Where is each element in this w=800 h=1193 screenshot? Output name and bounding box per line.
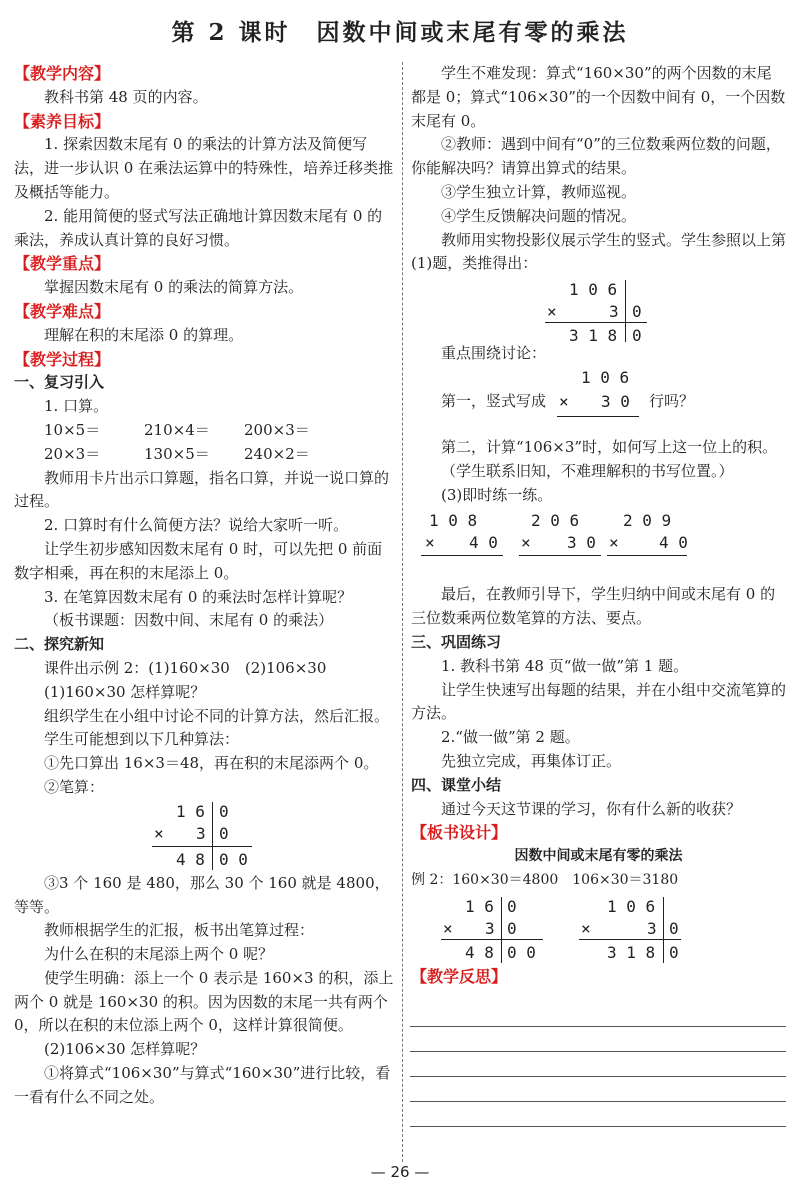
calc-factor: 3 <box>485 918 495 938</box>
vertical-calc-106x30 <box>411 276 786 346</box>
calc-result-zeros: 0 <box>632 326 642 346</box>
calc-factor-zero: 0 <box>669 918 679 938</box>
paragraph: ③学生独立计算，教师巡视。 <box>441 182 637 201</box>
calc-result: 3 1 8 <box>569 326 618 346</box>
calc-factor: 3 <box>609 302 619 322</box>
calc-result-zeros: 0 0 <box>219 849 248 869</box>
calc-rule <box>441 939 543 940</box>
calc-factor: 1 0 8 <box>429 511 478 531</box>
reflection-line <box>410 1051 786 1052</box>
subheading-summary: 四、课堂小结 <box>411 775 502 794</box>
calc-result: 3 1 8 <box>607 942 656 962</box>
section-heading-reflection: 【教学反思】 <box>411 966 508 986</box>
paragraph: 2.“做一做”第 2 题。 <box>441 728 580 747</box>
paragraph: 学生不难发现：算式“160×30”的两个因数的末尾都是 0；算式“106×30”的一个因数中间有 0，一个因数末尾有 0。 <box>411 64 786 130</box>
oral-item: 20×3＝ <box>44 444 101 463</box>
calc-operator: × <box>521 533 531 553</box>
calc-rule <box>421 555 503 556</box>
calc-factor: 2 0 6 <box>531 511 580 531</box>
section-heading-difficulties: 【教学难点】 <box>14 301 111 321</box>
paragraph: ①将算式“106×30”与算式“160×30”进行比较，看一看有什么不同之处。 <box>14 1064 391 1106</box>
paragraph: 使学生明确：添上一个 0 表示是 160×3 的积，添上两个 0 就是 160×30 的积。因为因数的末尾一共有两个 0，所以在积的末位添上两个 0，这样计算很简便。 <box>14 968 394 1035</box>
calc-operator: × <box>154 823 164 843</box>
calc-operator: × <box>581 918 591 938</box>
section-heading-content: 【教学内容】 <box>14 64 111 83</box>
paragraph: ②笔算： <box>44 777 105 796</box>
paragraph: 行吗？ <box>649 391 695 410</box>
paragraph: 教师根据学生的汇报，板书出笔算过程： <box>44 921 315 940</box>
paragraph: 教科书第 48 页的内容。 <box>44 87 208 106</box>
subheading-review: 一、复习引入 <box>14 373 105 392</box>
calc-rule <box>607 555 687 556</box>
board-calcs <box>411 893 786 965</box>
oral-item: 210×4＝ <box>144 420 210 439</box>
calc-operator: × <box>609 533 619 553</box>
calc-operator: × <box>559 391 569 411</box>
board-example: 例 2：160×30＝4800 106×30＝3180 <box>411 871 679 888</box>
calc-rule <box>152 846 252 847</box>
calc-divider-line <box>663 897 664 963</box>
calc-factor: 2 0 9 <box>623 511 672 531</box>
paragraph: 教师用卡片出示口算题，指名口算，并说一说口算的过程。 <box>14 468 390 511</box>
paragraph: 2. 口算时有什么简便方法？说给大家听一听。 <box>44 516 349 535</box>
calc-factor: 1 0 6 <box>569 280 618 300</box>
paragraph: 让学生快速写出每题的结果，并在小组中交流笔算的方法。 <box>411 680 787 723</box>
calc-rule <box>579 939 681 940</box>
left-column <box>14 62 394 1110</box>
paragraph: 1. 口算。 <box>44 397 109 416</box>
calc-operator: × <box>443 918 453 938</box>
paragraph: 通过今天这节课的学习，你有什么新的收获？ <box>441 799 742 818</box>
paragraph: 2. 能用简便的竖式写法正确地计算因数末尾有 0 的乘法，养成认真计算的良好习惯。 <box>14 206 383 249</box>
calc-operator: × <box>547 302 557 322</box>
paragraph: 第二，计算“106×3”时，如何写上这一位上的积。 <box>441 437 778 456</box>
paragraph: ①先口算出 16×3＝48，再在积的末尾添两个 0。 <box>44 754 379 773</box>
section-heading-board: 【板书设计】 <box>411 823 508 843</box>
calc-result-zeros: 0 <box>669 942 679 962</box>
paragraph: 学生可能想到以下几种算法： <box>44 730 240 749</box>
calc-rule <box>519 555 601 556</box>
calc-factor-zero: 0 <box>632 302 642 322</box>
paragraph: (1)160×30 怎样算呢？ <box>44 682 206 701</box>
calc-factor-zero: 0 <box>507 896 517 916</box>
paragraph: ④学生反馈解决问题的情况。 <box>441 206 637 225</box>
calc-factor: 1 6 <box>176 801 205 821</box>
paragraph: (2)106×30 怎样算呢？ <box>44 1040 206 1059</box>
right-column <box>411 62 786 989</box>
section-heading-key-points: 【教学重点】 <box>14 254 111 274</box>
page-number: — 26 — <box>370 1163 430 1181</box>
paragraph: 第一，竖式写成 <box>441 391 547 410</box>
paragraph: 理解在积的末尾添 0 的算理。 <box>44 325 244 344</box>
calc-result: 4 8 <box>465 942 494 962</box>
reflection-line <box>410 1101 786 1102</box>
calc-divider-line <box>625 280 626 342</box>
oral-item: 10×5＝ <box>44 420 101 439</box>
paragraph: （学生联系旧知，不难理解积的书写位置。） <box>441 461 734 480</box>
oral-item: 130×5＝ <box>144 444 210 463</box>
calc-divider-line <box>501 897 502 963</box>
calc-factor: 1 0 6 <box>607 896 656 916</box>
calc-factor-zero: 0 <box>219 823 229 843</box>
page-title: 第 2 课时 因数中间或末尾有零的乘法 <box>171 19 629 46</box>
page-number-value: 26 <box>390 1163 410 1181</box>
section-heading-process: 【教学过程】 <box>14 349 111 369</box>
calc-factor: 3 0 <box>567 533 596 553</box>
calc-rule <box>557 416 639 417</box>
paragraph: 1. 探索因数末尾有 0 的乘法的计算方法及简便写法，进一步认识 0 在乘法运算中的特殊性，培养迁移类推及概括等能力。 <box>14 135 394 201</box>
discussion-first <box>411 366 786 436</box>
oral-row <box>14 443 394 467</box>
paragraph: 掌握因数末尾有 0 的乘法的简算方法。 <box>44 278 304 297</box>
calc-factor: 3 <box>647 918 657 938</box>
paragraph: 课件出示例 2：(1)160×30 (2)106×30 <box>44 658 327 677</box>
paragraph: (3)即时练一练。 <box>441 485 553 504</box>
paragraph: 组织学生在小组中讨论不同的计算方法，然后汇报。 <box>44 706 390 725</box>
calc-factor: 3 <box>196 823 206 843</box>
calc-result: 4 8 <box>176 849 205 869</box>
paragraph: 1. 教科书第 48 页“做一做”第 1 题。 <box>441 656 689 675</box>
calc-factor: 4 0 <box>659 533 688 553</box>
subheading-new: 二、探究新知 <box>14 635 105 654</box>
practice-calcs <box>411 507 786 583</box>
paragraph: 教师用实物投影仪展示学生的竖式。学生参照以上第(1)题，类推得出： <box>411 230 787 273</box>
calc-result-zeros: 0 0 <box>507 942 536 962</box>
calc-factor: 1 0 6 <box>581 367 630 387</box>
reflection-line <box>410 1076 786 1077</box>
reflection-line <box>410 1126 786 1127</box>
calc-factor: 4 0 <box>469 533 498 553</box>
section-heading-goals: 【素养目标】 <box>14 111 111 131</box>
vertical-calc-160x30 <box>14 800 394 872</box>
paragraph: 先独立完成，再集体订正。 <box>441 751 622 770</box>
reflection-line <box>410 1026 786 1027</box>
board-title: 因数中间或末尾有零的乘法 <box>514 848 683 865</box>
calc-factor-zero: 0 <box>507 918 517 938</box>
paragraph: ②教师：遇到中间有“0”的三位数乘两位数的问题，你能解决吗？请算出算式的结果。 <box>411 135 781 178</box>
oral-row <box>14 419 394 443</box>
subheading-consolidate: 三、巩固练习 <box>411 632 502 651</box>
calc-factor-zero: 0 <box>219 801 229 821</box>
paragraph: （板书课题：因数中间、末尾有 0 的乘法） <box>44 611 334 630</box>
oral-item: 200×3＝ <box>244 420 310 439</box>
calc-factor: 3 0 <box>601 391 630 411</box>
calc-factor: 1 6 <box>465 896 494 916</box>
paragraph: 3. 在笔算因数末尾有 0 的乘法时怎样计算呢？ <box>44 587 353 606</box>
paragraph: 重点围绕讨论： <box>441 344 547 363</box>
calc-divider-line <box>212 802 213 870</box>
paragraph: 为什么在积的末尾添上两个 0 呢？ <box>44 945 274 964</box>
calc-rule <box>545 322 647 323</box>
column-divider <box>402 62 403 1162</box>
oral-item: 240×2＝ <box>244 444 310 463</box>
paragraph: 让学生初步感知因数末尾有 0 时，可以先把 0 前面数字相乘，再在积的末尾添上 0。 <box>14 539 383 582</box>
calc-operator: × <box>425 533 435 553</box>
paragraph: 最后，在教师引导下，学生归纳中间或末尾有 0 的三位数乘两位数笔算的方法、要点。 <box>411 585 776 628</box>
paragraph: ③3 个 160 是 480，那么 30 个 160 就是 4800，等等。 <box>14 873 390 916</box>
